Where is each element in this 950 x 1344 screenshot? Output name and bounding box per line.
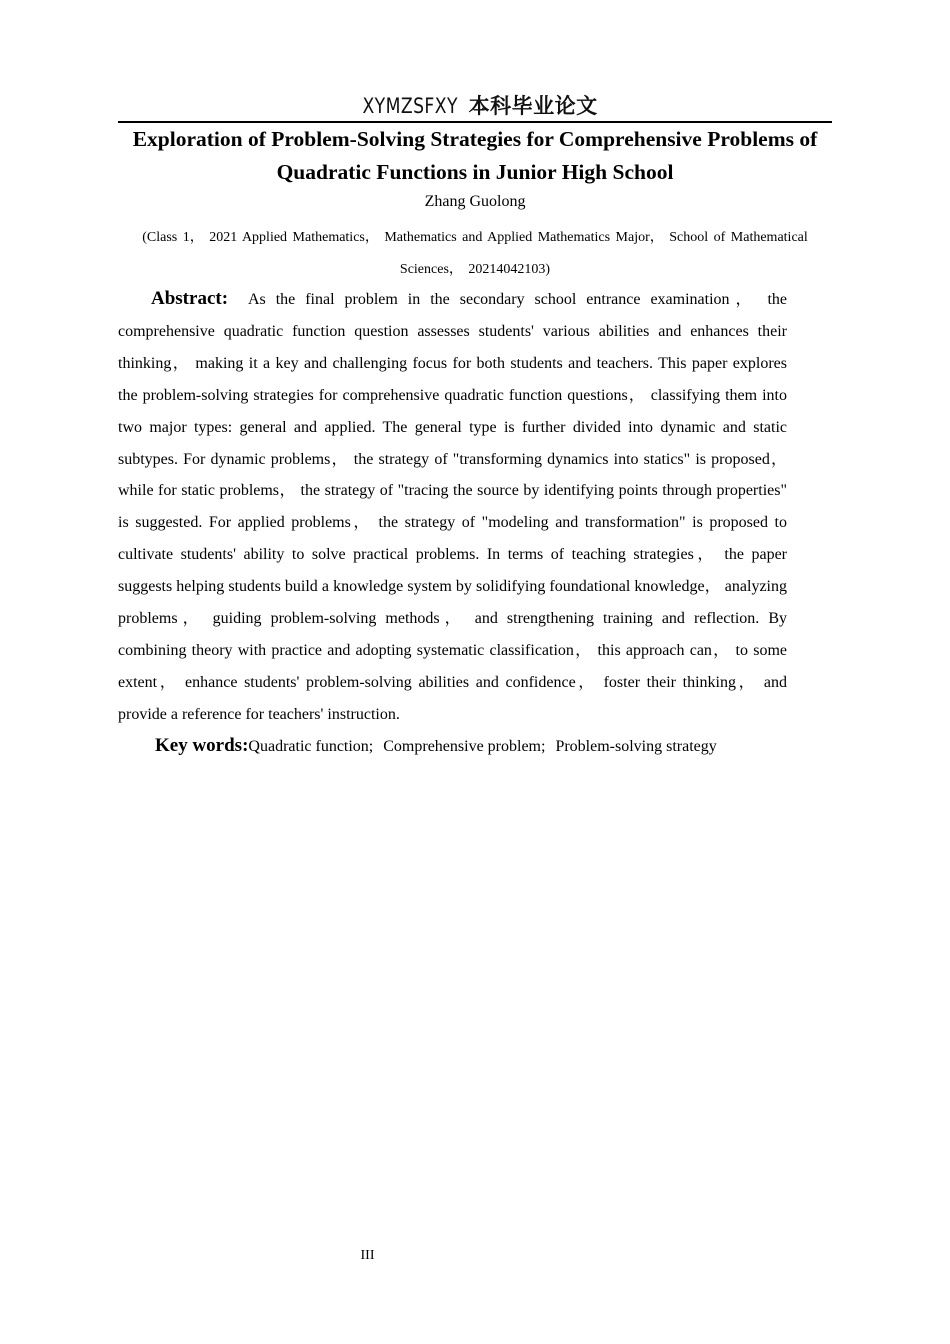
header-school-code: XYMZSFXY: [362, 94, 459, 118]
keywords-label: Key words:: [155, 735, 249, 756]
keyword-item: Problem-solving strategy: [555, 738, 717, 755]
abstract-paragraph: [118, 283, 787, 731]
running-header: [118, 92, 832, 120]
paper-title: Exploration of Problem-Solving Strategies for Comprehensive Problems of Quadratic Functions in Junior High School: [132, 127, 818, 184]
author-affiliation: (Class 1， 2021 Applied Mathematics， Mathematics and Applied Mathematics Major， School of Mathematical Sciences， 20214042103): [142, 230, 808, 277]
abstract-text: As the final problem in the secondary school entrance examination， the comprehensive quadratic function question assesses students' various abilities and enhances their thinking， making it a key and challenging focus for both students and teachers. This paper explores the problem-solving strategies for comprehensive quadratic function questions， classifying them into two major types: general and applied. The general type is further divided into dynamic and static subtypes. For dynamic problems， the strategy of "transforming dynamics into statics" is proposed， while for static problems， the strategy of "tracing the source by identifying points through properties" is suggested. For applied problems， the strategy of "modeling and transformation" is proposed to cultivate students' ability to solve practical problems. In terms of teaching strategies， the paper suggests helping students build a knowledge system by solidifying foundational knowledge， analyzing problems， guiding problem-solving methods， and strengthening training and reflection. By combining theory with practice and adopting systematic classification， this approach can， to some extent， enhance students' problem-solving abilities and confidence， foster their thinking， and provide a reference for teachers' instruction.: [118, 291, 788, 723]
abstract-label: Abstract:: [151, 288, 229, 309]
keyword-item: Comprehensive problem;: [383, 738, 546, 755]
page-number: III: [360, 1248, 375, 1263]
header-thesis-type: 本科毕业论文: [468, 94, 598, 118]
keywords-line: [155, 731, 835, 762]
author-name: Zhang Guolong: [424, 193, 526, 210]
keyword-item: Quadratic function;: [248, 738, 374, 755]
